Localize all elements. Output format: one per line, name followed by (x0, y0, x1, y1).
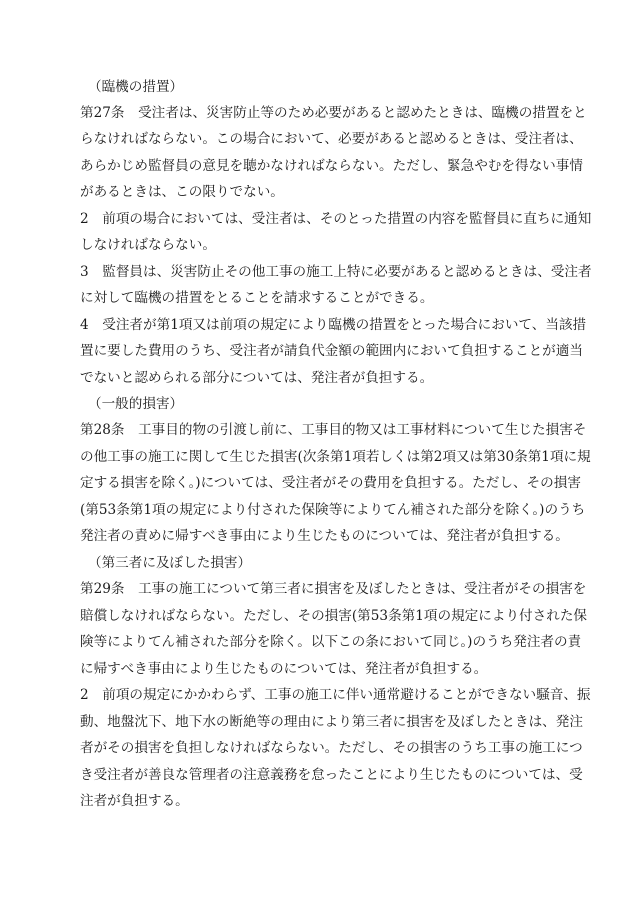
text-line: らなければならない。この場合において、必要があると認めるときは、受注者は、 (80, 131, 583, 147)
text-line: 置に要した費用のうち、受注者が請負代金額の範囲内において負担することが適当 (80, 343, 583, 359)
heading-article-28: （一般的損害） (88, 396, 184, 412)
text-line: あらかじめ監督員の意見を聴かなければならない。ただし、緊急やむを得ない事情 (80, 158, 583, 174)
text-line: しなければならない。 (80, 237, 216, 253)
text-line: があるときは、この限りでない。 (80, 184, 284, 200)
text-line: でないと認められる部分については、発注者が負担する。 (80, 370, 434, 386)
text-line: 者がその損害を負担しなければならない。ただし、その損害のうち工事の施工につ (80, 740, 583, 756)
text-line: 定する損害を除く。)については、受注者がその費用を負担する。ただし、その損害 (80, 475, 581, 491)
text-line: 第28条 工事目的物の引渡し前に、工事目的物又は工事材料について生じた損害そ (80, 422, 587, 438)
text-line: 第27条 受注者は、災害防止等のため必要があると認めたときは、臨機の措置をと (80, 105, 587, 121)
heading-article-29: （第三者に及ぼした損害） (88, 555, 252, 571)
text-line: 注者が負担する。 (80, 793, 189, 809)
text-line: 賠償しなければならない。ただし、その損害(第53条第1項の規定により付された保 (80, 608, 588, 624)
text-line: 険等によりてん補された部分を除く。以下この条において同じ。)のうち発注者の責 (80, 634, 582, 650)
text-line: 3 監督員は、災害防止その他工事の施工上特に必要があると認めるときは、受注者 (80, 264, 592, 280)
text-line: 2 前項の規定にかかわらず、工事の施工に伴い通常避けることができない騒音、振 (80, 687, 591, 703)
text-line: に対して臨機の措置をとることを請求することができる。 (80, 290, 434, 306)
text-line: 第29条 工事の施工について第三者に損害を及ぼしたときは、受注者がその損害を (80, 581, 587, 597)
text-line: (第53条第1項の規定により付された保険等によりてん補された部分を除く。)のうち (80, 502, 586, 518)
text-line: 発注者の責めに帰すべき事由により生じたものについては、発注者が負担する。 (80, 528, 569, 544)
text-line: の他工事の施工に関して生じた損害(次条第1項若しくは第2項又は第30条第1項に規 (80, 449, 591, 465)
text-line: に帰すべき事由により生じたものについては、発注者が負担する。 (80, 661, 488, 677)
text-line: き受注者が善良な管理者の注意義務を怠ったことにより生じたものについては、受 (80, 767, 583, 783)
text-line: 4 受注者が第1項又は前項の規定により臨機の措置をとった場合において、当該措 (80, 317, 587, 333)
heading-article-27: （臨機の措置） (88, 79, 184, 95)
text-line: 動、地盤沈下、地下水の断絶等の理由により第三者に損害を及ぼしたときは、発注 (80, 714, 583, 730)
text-line: 2 前項の場合においては、受注者は、そのとった措置の内容を監督員に直ちに通知 (80, 211, 592, 227)
